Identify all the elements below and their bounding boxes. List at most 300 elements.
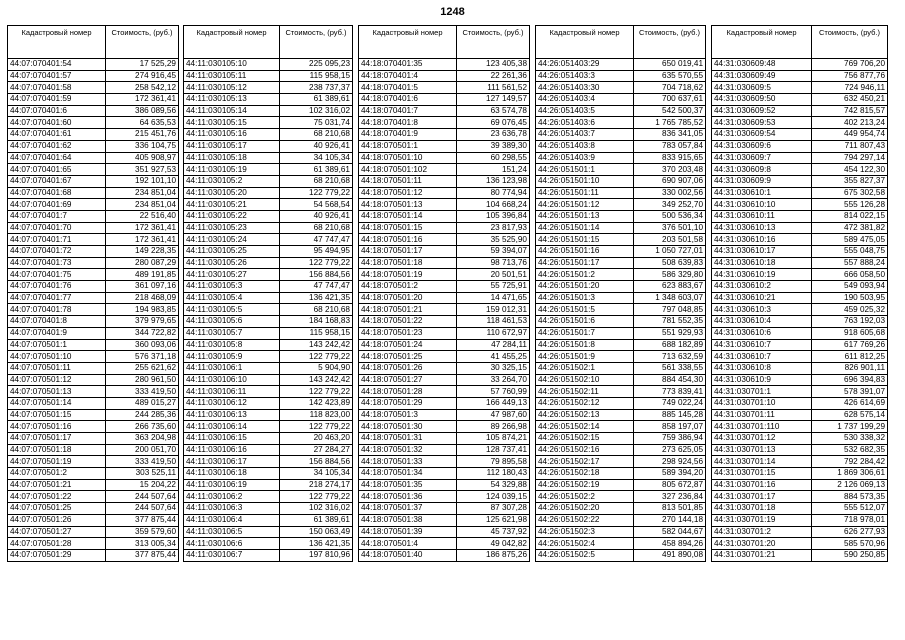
cadastral-number: 44:07:070401:8 bbox=[8, 316, 106, 328]
table-row bbox=[8, 339, 179, 351]
cost-value: 794 297,14 bbox=[812, 152, 888, 164]
cost-value: 61 389,61 bbox=[280, 94, 353, 106]
cadastral-number: 44:31:030610:8 bbox=[712, 362, 812, 374]
cost-value: 59 394,07 bbox=[457, 246, 530, 258]
cadastral-number: 44:18:070501:38 bbox=[359, 514, 457, 526]
cost-value: 650 019,41 bbox=[634, 59, 706, 71]
cadastral-number: 44:26:051502:14 bbox=[536, 421, 634, 433]
table-row bbox=[8, 164, 179, 176]
cadastral-number: 44:31:030610:7 bbox=[712, 339, 812, 351]
cost-value: 696 394,83 bbox=[812, 374, 888, 386]
cost-value: 885 145,28 bbox=[634, 409, 706, 421]
cost-value: 386 089,56 bbox=[106, 105, 179, 117]
cadastral-number: 44:11:030105:5 bbox=[184, 304, 280, 316]
table-row bbox=[184, 140, 353, 152]
cost-value: 45 737,92 bbox=[457, 526, 530, 538]
cadastral-number: 44:11:030105:4 bbox=[184, 292, 280, 304]
cadastral-number: 44:18:070501:28 bbox=[359, 386, 457, 398]
cadastral-number: 44:11:030105:21 bbox=[184, 199, 280, 211]
table-row bbox=[536, 397, 706, 409]
table-row bbox=[359, 199, 530, 211]
table-row bbox=[712, 538, 888, 550]
table-row bbox=[536, 129, 706, 141]
table-row bbox=[536, 514, 706, 526]
cadastral-number: 44:18:070501:102 bbox=[359, 164, 457, 176]
cost-value: 1 869 306,61 bbox=[812, 468, 888, 480]
cadastral-number: 44:31:030609:5 bbox=[712, 82, 812, 94]
table-row bbox=[712, 246, 888, 258]
cadastral-number: 44:07:070401:57 bbox=[8, 70, 106, 82]
table-row bbox=[536, 339, 706, 351]
cadastral-number: 44:26:051403:7 bbox=[536, 129, 634, 141]
cost-value: 39 389,30 bbox=[457, 140, 530, 152]
table-row bbox=[8, 538, 179, 550]
cost-value: 159 012,31 bbox=[457, 304, 530, 316]
table-row bbox=[8, 351, 179, 363]
table-row bbox=[536, 491, 706, 503]
cost-value: 489 191,85 bbox=[106, 269, 179, 281]
cost-value: 215 451,76 bbox=[106, 129, 179, 141]
table-row bbox=[184, 269, 353, 281]
cost-value: 115 958,15 bbox=[280, 70, 353, 82]
cadastral-number: 44:11:030105:15 bbox=[184, 117, 280, 129]
table-row bbox=[712, 304, 888, 316]
cadastral-number: 44:18:070501:11 bbox=[359, 175, 457, 187]
cost-value: 122 779,22 bbox=[280, 421, 353, 433]
cadastral-number: 44:31:030609:53 bbox=[712, 117, 812, 129]
cost-value: 586 329,80 bbox=[634, 269, 706, 281]
cost-value: 561 338,55 bbox=[634, 362, 706, 374]
cadastral-number: 44:26:051502:3 bbox=[536, 526, 634, 538]
cost-value: 617 769,26 bbox=[812, 339, 888, 351]
table-row bbox=[8, 269, 179, 281]
cadastral-number: 44:11:030105:10 bbox=[184, 59, 280, 71]
cost-value: 2 126 069,13 bbox=[812, 479, 888, 491]
table-row bbox=[184, 246, 353, 258]
cadastral-number: 44:31:030609:52 bbox=[712, 105, 812, 117]
cadastral-number: 44:11:030105:3 bbox=[184, 281, 280, 293]
cadastral-number: 44:07:070401:77 bbox=[8, 292, 106, 304]
table-row bbox=[184, 327, 353, 339]
table-row bbox=[712, 386, 888, 398]
table-row bbox=[8, 514, 179, 526]
header-cost: Стоимость, (руб.) bbox=[280, 26, 353, 59]
cost-value: 218 274,17 bbox=[280, 479, 353, 491]
cadastral-number: 44:11:030105:23 bbox=[184, 222, 280, 234]
table-row bbox=[536, 140, 706, 152]
table-row bbox=[184, 491, 353, 503]
cost-value: 40 926,41 bbox=[280, 140, 353, 152]
cost-value: 330 002,56 bbox=[634, 187, 706, 199]
cost-value: 35 525,90 bbox=[457, 234, 530, 246]
cadastral-number: 44:11:030106:10 bbox=[184, 374, 280, 386]
table-row bbox=[184, 386, 353, 398]
cadastral-number: 44:26:051501:6 bbox=[536, 316, 634, 328]
cadastral-number: 44:31:030701:2 bbox=[712, 526, 812, 538]
cost-value: 626 277,93 bbox=[812, 526, 888, 538]
table-row bbox=[359, 129, 530, 141]
cost-value: 244 285,36 bbox=[106, 409, 179, 421]
table-row bbox=[712, 549, 888, 561]
table-row bbox=[184, 444, 353, 456]
cost-value: 377 875,44 bbox=[106, 514, 179, 526]
cadastral-number: 44:11:030106:19 bbox=[184, 479, 280, 491]
cadastral-number: 44:11:030105:25 bbox=[184, 246, 280, 258]
cadastral-number: 44:26:051501:2 bbox=[536, 269, 634, 281]
cost-value: 532 682,35 bbox=[812, 444, 888, 456]
cost-value: 555 512,07 bbox=[812, 503, 888, 515]
cost-value: 379 979,65 bbox=[106, 316, 179, 328]
cost-value: 136 123,98 bbox=[457, 175, 530, 187]
header-cadastral-number: Кадастровый номер bbox=[184, 26, 280, 59]
table-row bbox=[359, 140, 530, 152]
cadastral-number: 44:07:070501:16 bbox=[8, 421, 106, 433]
table-row bbox=[184, 549, 353, 561]
table-row bbox=[8, 59, 179, 71]
cadastral-number: 44:11:030105:26 bbox=[184, 257, 280, 269]
table-row bbox=[184, 292, 353, 304]
table-row bbox=[712, 433, 888, 445]
table-row bbox=[359, 421, 530, 433]
cadastral-number: 44:26:051501:15 bbox=[536, 234, 634, 246]
cost-value: 54 329,88 bbox=[457, 479, 530, 491]
table-row bbox=[536, 94, 706, 106]
cost-value: 197 810,96 bbox=[280, 549, 353, 561]
cost-value: 27 284,27 bbox=[280, 444, 353, 456]
table-row bbox=[359, 70, 530, 82]
cadastral-table-2 bbox=[183, 25, 353, 562]
cadastral-number: 44:26:051501:10 bbox=[536, 175, 634, 187]
cost-value: 759 386,94 bbox=[634, 433, 706, 445]
cadastral-number: 44:26:051403:8 bbox=[536, 140, 634, 152]
cost-value: 75 031,74 bbox=[280, 117, 353, 129]
table-row bbox=[536, 526, 706, 538]
table-row bbox=[8, 421, 179, 433]
cost-value: 273 625,05 bbox=[634, 444, 706, 456]
cadastral-number: 44:31:030701:110 bbox=[712, 421, 812, 433]
cost-value: 781 552,35 bbox=[634, 316, 706, 328]
cost-value: 186 875,26 bbox=[457, 549, 530, 561]
cadastral-number: 44:11:030106:5 bbox=[184, 526, 280, 538]
cost-value: 149 228,35 bbox=[106, 246, 179, 258]
cost-value: 23 636,78 bbox=[457, 129, 530, 141]
cadastral-number: 44:26:051502:20 bbox=[536, 503, 634, 515]
table-row bbox=[712, 316, 888, 328]
table-row bbox=[8, 70, 179, 82]
cadastral-number: 44:31:030701:11 bbox=[712, 409, 812, 421]
cost-value: 68 210,68 bbox=[280, 175, 353, 187]
cost-value: 143 242,42 bbox=[280, 374, 353, 386]
cadastral-number: 44:26:051501:12 bbox=[536, 199, 634, 211]
cost-value: 118 823,00 bbox=[280, 409, 353, 421]
cadastral-number: 44:11:030105:12 bbox=[184, 82, 280, 94]
cadastral-number: 44:11:030105:19 bbox=[184, 164, 280, 176]
table-row bbox=[8, 456, 179, 468]
table-row bbox=[184, 105, 353, 117]
cadastral-number: 44:07:070401:62 bbox=[8, 140, 106, 152]
cadastral-number: 44:31:030609:54 bbox=[712, 129, 812, 141]
table-row bbox=[359, 292, 530, 304]
table-row bbox=[184, 199, 353, 211]
table-row bbox=[184, 304, 353, 316]
table-row bbox=[184, 82, 353, 94]
cost-value: 30 325,15 bbox=[457, 362, 530, 374]
cost-value: 244 507,64 bbox=[106, 503, 179, 515]
cadastral-number: 44:26:051502:19 bbox=[536, 479, 634, 491]
cost-value: 55 725,91 bbox=[457, 281, 530, 293]
cost-value: 756 877,76 bbox=[812, 70, 888, 82]
cost-value: 68 210,68 bbox=[280, 304, 353, 316]
cadastral-number: 44:26:051403:6 bbox=[536, 117, 634, 129]
cost-value: 80 774,94 bbox=[457, 187, 530, 199]
cadastral-number: 44:07:070401:65 bbox=[8, 164, 106, 176]
table-row bbox=[359, 491, 530, 503]
table-row bbox=[359, 444, 530, 456]
cadastral-number: 44:31:030701:18 bbox=[712, 503, 812, 515]
cadastral-number: 44:07:070401:61 bbox=[8, 129, 106, 141]
cost-value: 41 455,25 bbox=[457, 351, 530, 363]
cadastral-number: 44:18:070501:21 bbox=[359, 304, 457, 316]
table-row bbox=[536, 164, 706, 176]
table-row bbox=[359, 210, 530, 222]
cost-value: 49 042,82 bbox=[457, 538, 530, 550]
cost-value: 611 812,25 bbox=[812, 351, 888, 363]
cost-value: 333 419,50 bbox=[106, 456, 179, 468]
table-header-row bbox=[712, 26, 888, 59]
cadastral-number: 44:26:051501:7 bbox=[536, 327, 634, 339]
cost-value: 172 361,41 bbox=[106, 234, 179, 246]
header-cadastral-number: Кадастровый номер bbox=[712, 26, 812, 59]
cost-value: 724 946,11 bbox=[812, 82, 888, 94]
cost-value: 105 396,84 bbox=[457, 210, 530, 222]
table-row bbox=[712, 362, 888, 374]
cadastral-number: 44:18:070501:17 bbox=[359, 246, 457, 258]
cost-value: 344 722,82 bbox=[106, 327, 179, 339]
cost-value: 280 961,50 bbox=[106, 374, 179, 386]
cadastral-number: 44:18:070501:34 bbox=[359, 468, 457, 480]
table-row bbox=[8, 362, 179, 374]
cadastral-number: 44:11:030105:14 bbox=[184, 105, 280, 117]
cadastral-number: 44:11:030106:2 bbox=[184, 491, 280, 503]
table-row bbox=[184, 117, 353, 129]
cost-value: 458 894,26 bbox=[634, 538, 706, 550]
header-cadastral-number: Кадастровый номер bbox=[536, 26, 634, 59]
cadastral-number: 44:07:070401:60 bbox=[8, 117, 106, 129]
cadastral-number: 44:31:030701:21 bbox=[712, 549, 812, 561]
table-row bbox=[536, 503, 706, 515]
cadastral-number: 44:11:030105:9 bbox=[184, 351, 280, 363]
table-row bbox=[536, 433, 706, 445]
table-row bbox=[712, 234, 888, 246]
table-row bbox=[712, 187, 888, 199]
table-row bbox=[8, 222, 179, 234]
cadastral-number: 44:31:030609:7 bbox=[712, 152, 812, 164]
cadastral-number: 44:18:070501:25 bbox=[359, 351, 457, 363]
cadastral-number: 44:11:030105:13 bbox=[184, 94, 280, 106]
cadastral-number: 44:07:070501:11 bbox=[8, 362, 106, 374]
cost-value: 623 883,67 bbox=[634, 281, 706, 293]
cost-value: 1 050 727,01 bbox=[634, 246, 706, 258]
cost-value: 122 779,22 bbox=[280, 187, 353, 199]
cost-value: 551 929,93 bbox=[634, 327, 706, 339]
cadastral-number: 44:18:070501:33 bbox=[359, 456, 457, 468]
cost-value: 244 507,64 bbox=[106, 491, 179, 503]
table-row bbox=[8, 199, 179, 211]
cadastral-number: 44:18:070501:27 bbox=[359, 374, 457, 386]
cadastral-number: 44:07:070401:54 bbox=[8, 59, 106, 71]
cost-value: 675 302,58 bbox=[812, 187, 888, 199]
table-row bbox=[359, 339, 530, 351]
cadastral-number: 44:26:051502:10 bbox=[536, 374, 634, 386]
cost-value: 377 875,44 bbox=[106, 549, 179, 561]
table-row bbox=[8, 94, 179, 106]
cost-value: 632 450,21 bbox=[812, 94, 888, 106]
cadastral-number: 44:26:051502:18 bbox=[536, 468, 634, 480]
cadastral-number: 44:11:030106:3 bbox=[184, 503, 280, 515]
cost-value: 355 827,37 bbox=[812, 175, 888, 187]
cost-value: 122 779,22 bbox=[280, 491, 353, 503]
table-row bbox=[8, 327, 179, 339]
table-row bbox=[536, 421, 706, 433]
cost-value: 361 097,16 bbox=[106, 281, 179, 293]
cadastral-number: 44:07:070401:76 bbox=[8, 281, 106, 293]
cadastral-number: 44:31:030610:9 bbox=[712, 374, 812, 386]
table-row bbox=[712, 468, 888, 480]
cost-value: 20 463,20 bbox=[280, 433, 353, 445]
cost-value: 704 718,62 bbox=[634, 82, 706, 94]
table-row bbox=[712, 456, 888, 468]
cadastral-number: 44:18:070501:37 bbox=[359, 503, 457, 515]
table-row bbox=[359, 105, 530, 117]
cadastral-number: 44:07:070501:26 bbox=[8, 514, 106, 526]
cost-value: 700 637,61 bbox=[634, 94, 706, 106]
table-row bbox=[8, 491, 179, 503]
table-row bbox=[359, 538, 530, 550]
table-row bbox=[184, 222, 353, 234]
cost-value: 225 095,23 bbox=[280, 59, 353, 71]
cadastral-number: 44:18:070401:35 bbox=[359, 59, 457, 71]
cost-value: 635 570,55 bbox=[634, 70, 706, 82]
cost-value: 151,24 bbox=[457, 164, 530, 176]
table-row bbox=[8, 152, 179, 164]
table-row bbox=[712, 59, 888, 71]
cadastral-number: 44:11:030105:22 bbox=[184, 210, 280, 222]
cost-value: 111 561,52 bbox=[457, 82, 530, 94]
cadastral-number: 44:26:051403:5 bbox=[536, 105, 634, 117]
cadastral-number: 44:31:030609:6 bbox=[712, 140, 812, 152]
cadastral-number: 44:18:070501:15 bbox=[359, 222, 457, 234]
cost-value: 20 501,51 bbox=[457, 269, 530, 281]
cadastral-number: 44:31:030610:4 bbox=[712, 316, 812, 328]
table-row bbox=[359, 468, 530, 480]
table-row bbox=[184, 257, 353, 269]
table-row bbox=[8, 526, 179, 538]
table-row bbox=[712, 94, 888, 106]
cost-value: 60 298,55 bbox=[457, 152, 530, 164]
cost-value: 690 907,06 bbox=[634, 175, 706, 187]
cost-value: 336 104,75 bbox=[106, 140, 179, 152]
table-row bbox=[712, 491, 888, 503]
cadastral-number: 44:07:070401:72 bbox=[8, 246, 106, 258]
cadastral-number: 44:26:051403:29 bbox=[536, 59, 634, 71]
cadastral-number: 44:07:070501:22 bbox=[8, 491, 106, 503]
cadastral-number: 44:26:051501:5 bbox=[536, 304, 634, 316]
table-row bbox=[8, 140, 179, 152]
table-row bbox=[359, 503, 530, 515]
cadastral-number: 44:07:070501:25 bbox=[8, 503, 106, 515]
cadastral-number: 44:31:030610:2 bbox=[712, 281, 812, 293]
cadastral-number: 44:31:030609:49 bbox=[712, 70, 812, 82]
table-row bbox=[8, 304, 179, 316]
cost-value: 542 500,37 bbox=[634, 105, 706, 117]
table-row bbox=[712, 175, 888, 187]
table-row bbox=[184, 175, 353, 187]
table-row bbox=[712, 210, 888, 222]
cost-value: 123 405,38 bbox=[457, 59, 530, 71]
table-header-row bbox=[536, 26, 706, 59]
table-row bbox=[359, 397, 530, 409]
cadastral-number: 44:31:030701:12 bbox=[712, 433, 812, 445]
cost-value: 143 242,42 bbox=[280, 339, 353, 351]
table-row bbox=[536, 70, 706, 82]
cost-value: 112 180,43 bbox=[457, 468, 530, 480]
table-row bbox=[712, 526, 888, 538]
cadastral-number: 44:18:070501:16 bbox=[359, 234, 457, 246]
cost-value: 454 122,30 bbox=[812, 164, 888, 176]
cost-value: 327 236,84 bbox=[634, 491, 706, 503]
cost-value: 557 888,24 bbox=[812, 257, 888, 269]
cost-value: 156 884,56 bbox=[280, 269, 353, 281]
cost-value: 813 501,85 bbox=[634, 503, 706, 515]
cadastral-number: 44:31:030610:21 bbox=[712, 292, 812, 304]
cadastral-number: 44:31:030701:14 bbox=[712, 456, 812, 468]
cost-value: 61 389,61 bbox=[280, 164, 353, 176]
cadastral-number: 44:26:051501:13 bbox=[536, 210, 634, 222]
cost-value: 666 058,50 bbox=[812, 269, 888, 281]
cadastral-number: 44:26:051501:3 bbox=[536, 292, 634, 304]
cadastral-number: 44:07:070501:21 bbox=[8, 479, 106, 491]
cadastral-number: 44:18:070501:20 bbox=[359, 292, 457, 304]
page-number: 1248 bbox=[440, 6, 465, 18]
table-row bbox=[712, 281, 888, 293]
table-row bbox=[184, 70, 353, 82]
cost-value: 270 144,18 bbox=[634, 514, 706, 526]
cadastral-number: 44:31:030610:18 bbox=[712, 257, 812, 269]
cadastral-number: 44:26:051501:9 bbox=[536, 351, 634, 363]
cadastral-number: 44:26:051501:17 bbox=[536, 257, 634, 269]
table-row bbox=[536, 409, 706, 421]
table-row bbox=[184, 433, 353, 445]
cost-value: 711 807,43 bbox=[812, 140, 888, 152]
cadastral-number: 44:11:030105:11 bbox=[184, 70, 280, 82]
table-row bbox=[536, 187, 706, 199]
cost-value: 449 954,74 bbox=[812, 129, 888, 141]
cadastral-number: 44:07:070501:1 bbox=[8, 339, 106, 351]
table-row bbox=[8, 479, 179, 491]
table-row bbox=[712, 421, 888, 433]
cost-value: 57 760,99 bbox=[457, 386, 530, 398]
table-row bbox=[712, 374, 888, 386]
cadastral-number: 44:31:030610:1 bbox=[712, 187, 812, 199]
table-row bbox=[359, 269, 530, 281]
table-header-row bbox=[184, 26, 353, 59]
table-row bbox=[359, 362, 530, 374]
cost-value: 89 266,98 bbox=[457, 421, 530, 433]
cadastral-number: 44:18:070501:4 bbox=[359, 538, 457, 550]
header-cost: Стоимость, (руб.) bbox=[812, 26, 888, 59]
cadastral-number: 44:31:030610:10 bbox=[712, 199, 812, 211]
cost-value: 47 747,47 bbox=[280, 234, 353, 246]
